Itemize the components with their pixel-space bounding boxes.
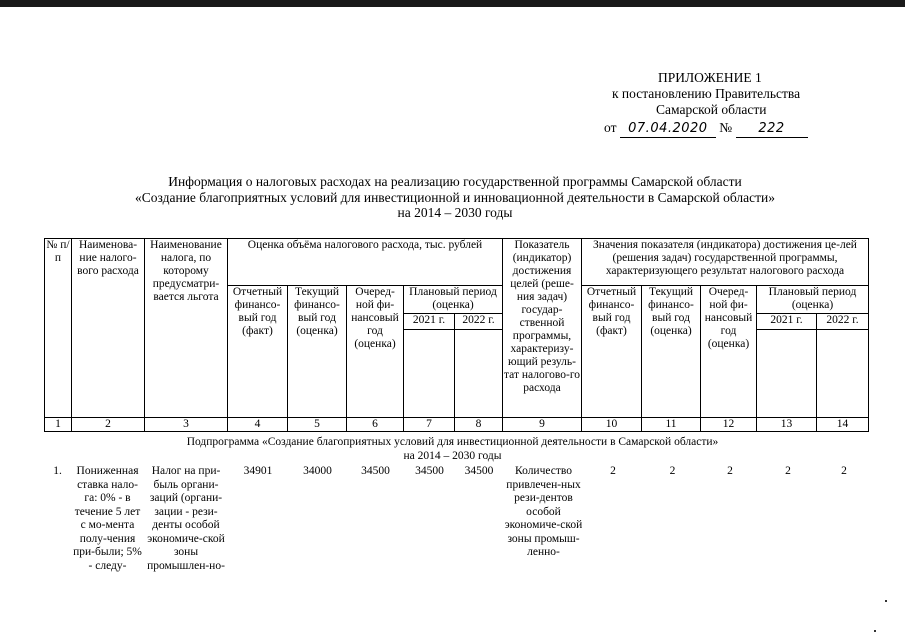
number-prefix: № [719,120,733,135]
row-indicator-2022: 2 [841,465,847,477]
row-expenditure-name: Пониженная ставка нало-га: 0% - в течение 5 лет с мо-мента полу-чения при-были; 5% - следу- [73,465,142,572]
row-indicator-report: 2 [610,465,616,477]
column-number-row [45,418,869,432]
scan-speck [874,630,876,632]
header-empty [404,330,455,418]
header-2022-2: 2022 г. [817,314,869,330]
header-2022: 2022 г. [455,314,503,330]
date-prefix: от [604,120,617,135]
row-value-current: 34000 [303,465,332,477]
header-expenditure-name: Наименова-ние налого-вого расхода [72,239,145,418]
row-value-2022: 34500 [464,465,494,477]
header-next-year-2: Очеред-ной фи-нансовый год (оценка) [701,286,757,418]
row-value-2021: 34500 [415,465,444,477]
row-indicator-next: 2 [727,465,733,477]
decree-date-field [620,120,716,138]
appendix-title: ПРИЛОЖЕНИЕ 1 [658,70,762,85]
page-top-edge [0,0,905,7]
column-number: 5 [288,418,347,432]
header-empty [757,330,817,418]
header-indicator: Показатель (индикатор) достижения целей (реше-ния задач) государ-ственной программы, характеризу-ющий резуль-тат налогово-го расхода [503,239,582,418]
header-empty [817,330,869,418]
column-number: 8 [455,418,503,432]
column-number: 9 [503,418,582,432]
row-value-next: 34500 [361,465,390,477]
appendix-decree-line: к постановлению Правительства [612,86,801,101]
header-plan-period: Плановый период (оценка) [404,286,503,314]
header-num: № п/п [45,239,72,418]
title-line-1: Информация о налоговых расходах на реализацию государственной программы Самарской области [168,174,742,189]
header-2021-2: 2021 г. [757,314,817,330]
decree-number: 222 [758,121,785,136]
header-empty [455,330,503,418]
header-current-year-2: Текущий финансо-вый год (оценка) [642,286,701,418]
header-current-year: Текущий финансо-вый год (оценка) [288,286,347,418]
subprogram-years: на 2014 – 2030 годы [403,450,502,462]
title-line-3: на 2014 – 2030 годы [397,205,513,220]
header-plan-period-2: Плановый период (оценка) [757,286,869,314]
column-number: 14 [817,418,869,432]
header-indicator-values: Значения показателя (индикатора) достижения це-лей (решения задач) государственной программы, характеризующего результат налогового расхода [582,239,869,286]
row-value-report: 34901 [243,465,273,477]
column-number: 7 [404,418,455,432]
document-title [60,174,850,221]
tax-expenditure-table [44,238,869,432]
header-2021: 2021 г. [404,314,455,330]
column-number: 2 [72,418,145,432]
row-indicator-current: 2 [669,465,676,477]
row-tax-name: Налог на при-быль органи-заций (органи-зации - рези-денты особой экономиче-ской зоны промышлен-но- [147,465,225,572]
header-next-year: Очеред-ной фи-нансовый год (оценка) [347,286,404,418]
row-indicator: Количество привлечен-ных рези-дентов особой экономиче-ской зоны промыш-ленно- [504,465,583,558]
column-number: 11 [642,418,701,432]
column-number: 13 [757,418,817,432]
appendix-region-line: Самарской области [656,102,767,117]
subprogram-title: Подпрограмма «Создание благоприятных условий для инвестиционной деятельности в Самарской области» [186,436,719,448]
title-line-2: «Создание благоприятных условий для инвестиционной и инновационной деятельности в Самарской области» [135,189,775,205]
decree-date: 07.04.2020 [628,121,708,136]
header-report-year: Отчетный финансо-вый год (факт) [228,286,288,418]
header-report-year-2: Отчетный финансо-вый год (факт) [582,286,642,418]
header-volume-estimate: Оценка объёма налогового расхода, тыс. рублей [228,239,503,286]
column-number: 6 [347,418,404,432]
appendix-date-line [604,120,808,138]
row-number: 1. [53,465,62,477]
header-tax-name: Наименование налога, по которому предусматри-вается льгота [145,239,228,418]
column-number: 10 [582,418,642,432]
column-number: 4 [228,418,288,432]
decree-number-field [736,120,808,138]
column-number: 1 [45,418,72,432]
row-indicator-2021: 2 [785,465,791,477]
scan-speck [885,600,887,602]
column-number: 12 [701,418,757,432]
column-number: 3 [145,418,228,432]
